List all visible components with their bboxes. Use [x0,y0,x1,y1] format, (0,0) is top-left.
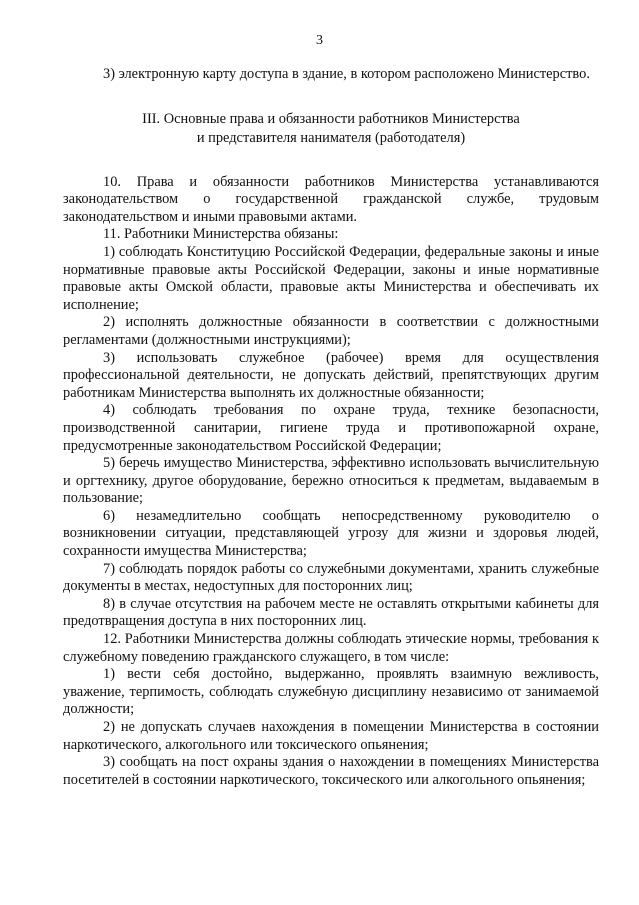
paragraph-11-item-3: 3) использовать служебное (рабочее) время для осуществления профессиональной деятельности, не допускать действий, препятствующих другим работникам Министерства выполнять их должностные обязанности; [63,349,599,401]
paragraph-12: 12. Работники Министерства должны соблюдать этические нормы, требования к служебному поведению гражданского служащего, в том числе: [63,631,599,665]
paragraph-11-item-4: 4) соблюдать требования по охране труда, технике безопасности, производственной санитарии, гигиене труда и противопожарной охране, предусмотренные законодательством Российской Федерации; [63,402,599,454]
section-heading-line-2: и представителя нанимателя (работодателя) [196,129,466,146]
section-heading [63,110,599,148]
paragraph-12-item-1: 1) вести себя достойно, выдержанно, проявлять взаимную вежливость, уважение, терпимость, соблюдать служебную дисциплину независимо от занимаемой должности; [63,666,599,718]
paragraph-11: 11. Работники Министерства обязаны: [103,226,339,243]
paragraph-11-item-5: 5) беречь имущество Министерства, эффективно использовать вычислительную и оргтехнику, другое оборудование, бережно относиться к предметам, выдаваемым в пользование; [63,455,599,507]
paragraph-11-item-7: 7) соблюдать порядок работы со служебными документами, хранить служебные документы в местах, недоступных для посторонних лиц; [63,560,599,595]
paragraph-11-item-8: 8) в случае отсутствия на рабочем месте не оставлять открытыми кабинеты для предотвращения доступа в них посторонних лиц. [63,595,599,630]
paragraph-11-item-6: 6) незамедлительно сообщать непосредственному руководителю о возникновении ситуации, представляющей угрозу для жизни и здоровья людей, сохранности имущества Министерства; [63,507,599,560]
paragraph-10: 10. Права и обязанности работников Министерства устанавливаются законодательством о государственной гражданской службе, трудовым законодательством и иными правовыми актами. [63,173,599,225]
paragraph-11-item-1: 1) соблюдать Конституцию Российской Федерации, федеральные законы и иные нормативные правовые акты Российской Федерации, законы и иные нормативные правовые акты Омской области, правовые акты Министерства и обеспечивать их исполнение; [63,243,599,313]
document-body [63,66,599,789]
paragraph-item-3-access-card: 3) электронную карту доступа в здание, в котором расположено Министерство. [103,66,590,82]
section-heading-line-1: III. Основные права и обязанности работников Министерства [142,110,520,127]
page-number: 3 [316,33,323,48]
paragraph-12-item-2: 2) не допускать случаев нахождения в помещении Министерства в состоянии наркотического, алкогольного или токсического опьянения; [63,719,599,753]
paragraph-12-item-3: 3) сообщать на пост охраны здания о нахождении в помещениях Министерства посетителей в состоянии наркотического, токсического или алкогольного опьянения; [63,754,599,788]
paragraph-11-item-2: 2) исполнять должностные обязанности в соответствии с должностными регламентами (должностными инструкциями); [63,314,599,348]
